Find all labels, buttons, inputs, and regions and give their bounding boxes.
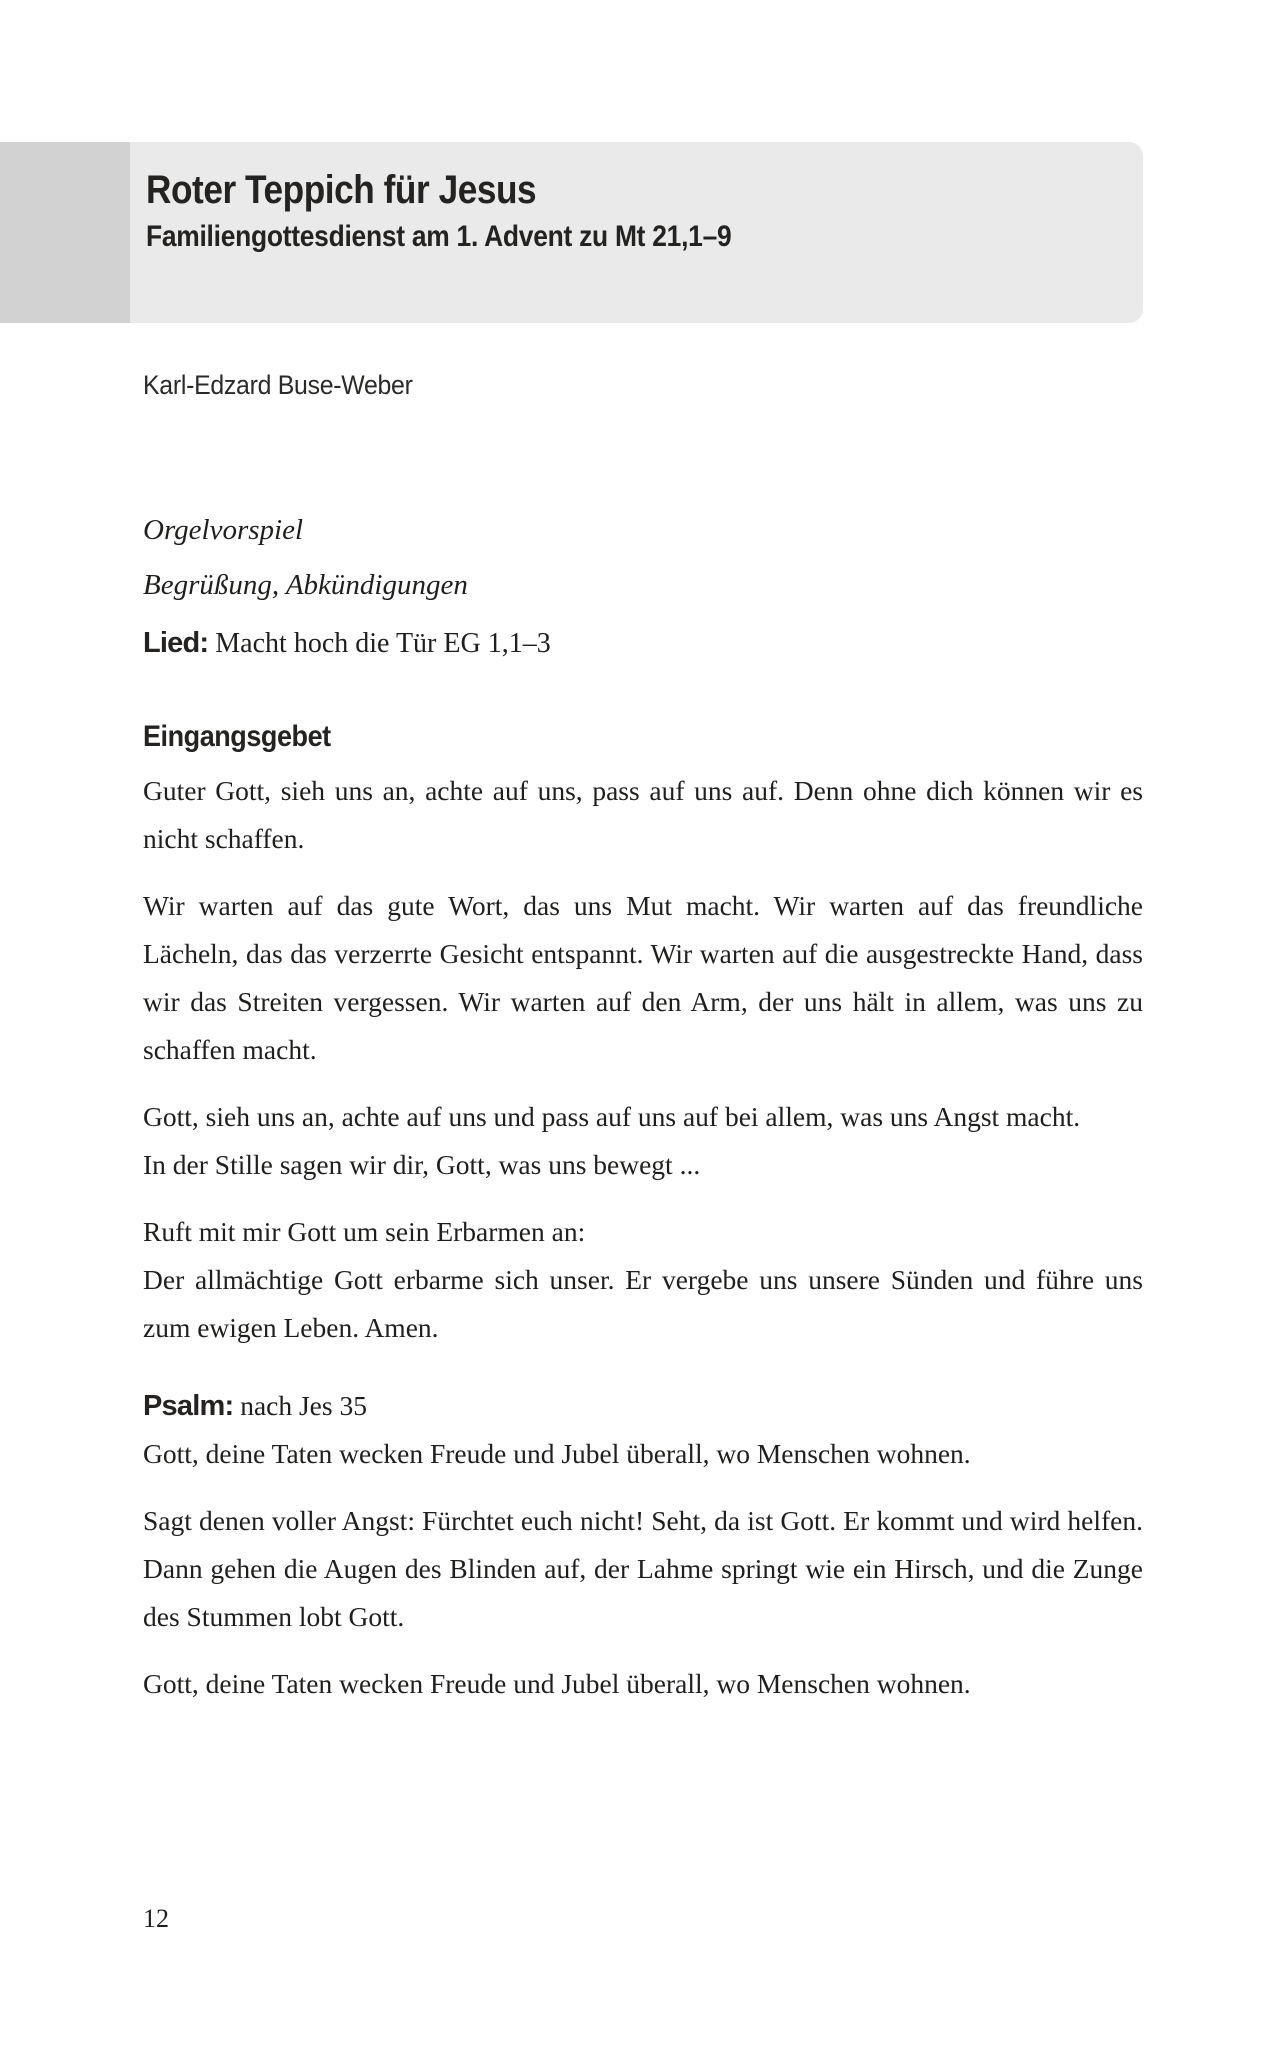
section-heading-opening-prayer: Eingangsgebet [143, 720, 331, 753]
psalm-source: nach Jes 35 [240, 1390, 367, 1421]
song-title: Macht hoch die Tür EG 1,1–3 [215, 628, 551, 659]
rubric-organ-prelude: Orgelvorspiel [143, 514, 304, 546]
prayer-paragraph-4 [143, 1208, 1143, 1352]
prayer-call-line: Ruft mit mir Gott um sein Erbarmen an: [143, 1216, 586, 1247]
psalm-section [143, 1382, 1143, 1478]
psalm-paragraph: Sagt denen voller Angst: Fürchtet euch nicht! Seht, da ist Gott. Er kommt und wird helfen. Dann gehen die Augen des Blinden auf, der Lahme springt wie ein Hirsch, und die Zunge des Stummen lobt Gott. [143, 1505, 1143, 1632]
title-box [130, 142, 1143, 323]
psalm-refrain-1: Gott, deine Taten wecken Freude und Jubel überall, wo Menschen wohnen. [143, 1438, 971, 1469]
prayer-paragraph-1: Guter Gott, sieh uns an, achte auf uns, pass auf uns auf. Denn ohne dich können wir es nicht schaffen. [143, 775, 1143, 854]
psalm-refrain-2: Gott, deine Taten wecken Freude und Jubel überall, wo Menschen wohnen. [143, 1668, 971, 1699]
prayer-absolution-line: Der allmächtige Gott erbarme sich unser. Er vergebe uns unsere Sünden und führe uns zum ewigen Leben. Amen. [143, 1264, 1143, 1343]
song-label: Lied: [143, 627, 209, 659]
prayer-paragraph-2: Wir warten auf das gute Wort, das uns Mut macht. Wir warten auf das freundliche Lächeln, das das verzerrte Gesicht entspannt. Wir warten auf die ausgestreckte Hand, dass wir das Streiten vergessen. Wir warten auf den Arm, der uns hält in allem, was uns zu schaffen macht. [143, 890, 1143, 1065]
header-band [0, 142, 1143, 323]
main-content [143, 716, 1143, 1708]
prayer-paragraph-3-silence-line: In der Stille sagen wir dir, Gott, was uns bewegt ... [143, 1149, 701, 1180]
page-subtitle: Familiengottesdienst am 1. Advent zu Mt 21,1–9 [146, 220, 732, 253]
psalm-heading-line [143, 1382, 1143, 1430]
prayer-paragraph-3-sentence: Gott, sieh uns an, achte auf uns und pass auf uns auf bei allem, was uns Angst macht. [143, 1101, 1081, 1132]
author-name: Karl-Edzard Buse-Weber [143, 370, 413, 400]
psalm-label: Psalm: [143, 1390, 234, 1422]
margin-stripe [0, 142, 130, 323]
rubrics [143, 503, 1143, 613]
prayer-paragraph-3 [143, 1093, 1143, 1189]
page-number: 12 [143, 1904, 169, 1933]
song-line [143, 620, 1143, 667]
rubric-greeting: Begrüßung, Abkündigungen [143, 569, 468, 601]
page-title: Roter Teppich für Jesus [146, 168, 537, 212]
